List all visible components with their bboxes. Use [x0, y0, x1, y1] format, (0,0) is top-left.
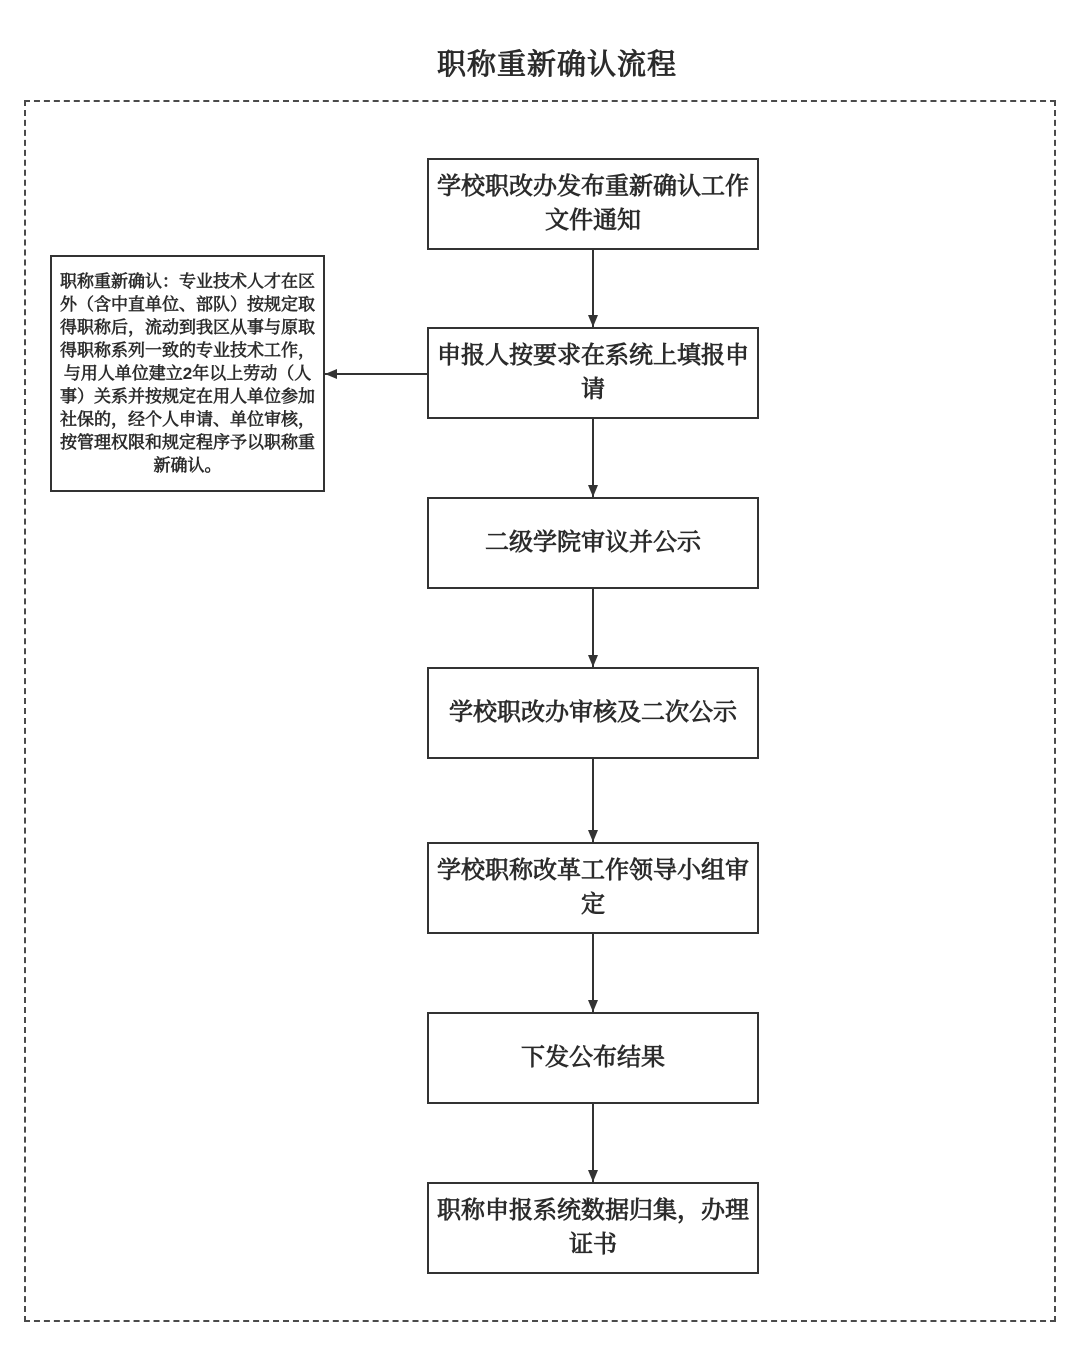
- flow-step-3-college-review: 二级学院审议并公示: [427, 497, 759, 589]
- down-arrow-step2-to-step3: [592, 419, 594, 497]
- flow-step-1-publish-notice: 学校职改办发布重新确认工作文件通知: [427, 158, 759, 250]
- flow-step-4-office-review-publicity: 学校职改办审核及二次公示: [427, 667, 759, 759]
- down-arrow-step5-to-step6: [592, 934, 594, 1012]
- down-arrow-step1-to-step2: [592, 250, 594, 327]
- flow-step-6-publish-results: 下发公布结果: [427, 1012, 759, 1104]
- flow-step-2-applicant-submit: 申报人按要求在系统上填报申请: [427, 327, 759, 419]
- down-arrow-step3-to-step4: [592, 589, 594, 667]
- flow-step-5-leading-group-approval: 学校职称改革工作领导小组审定: [427, 842, 759, 934]
- flow-step-7-data-collection-certificate: 职称申报系统数据归集，办理证书: [427, 1182, 759, 1274]
- left-arrow-step2-to-note: [325, 373, 427, 375]
- definition-note-box: 职称重新确认：专业技术人才在区外（含中直单位、部队）按规定取得职称后，流动到我区从事与原取得职称系列一致的专业技术工作，与用人单位建立2年以上劳动（人事）关系并按规定在用人单位参加社保的，经个人申请、单位审核，按管理权限和规定程序予以职称重新确认。: [50, 255, 325, 492]
- down-arrow-step4-to-step5: [592, 759, 594, 842]
- down-arrow-step6-to-step7: [592, 1104, 594, 1182]
- page-title: 职称重新确认流程: [436, 49, 677, 81]
